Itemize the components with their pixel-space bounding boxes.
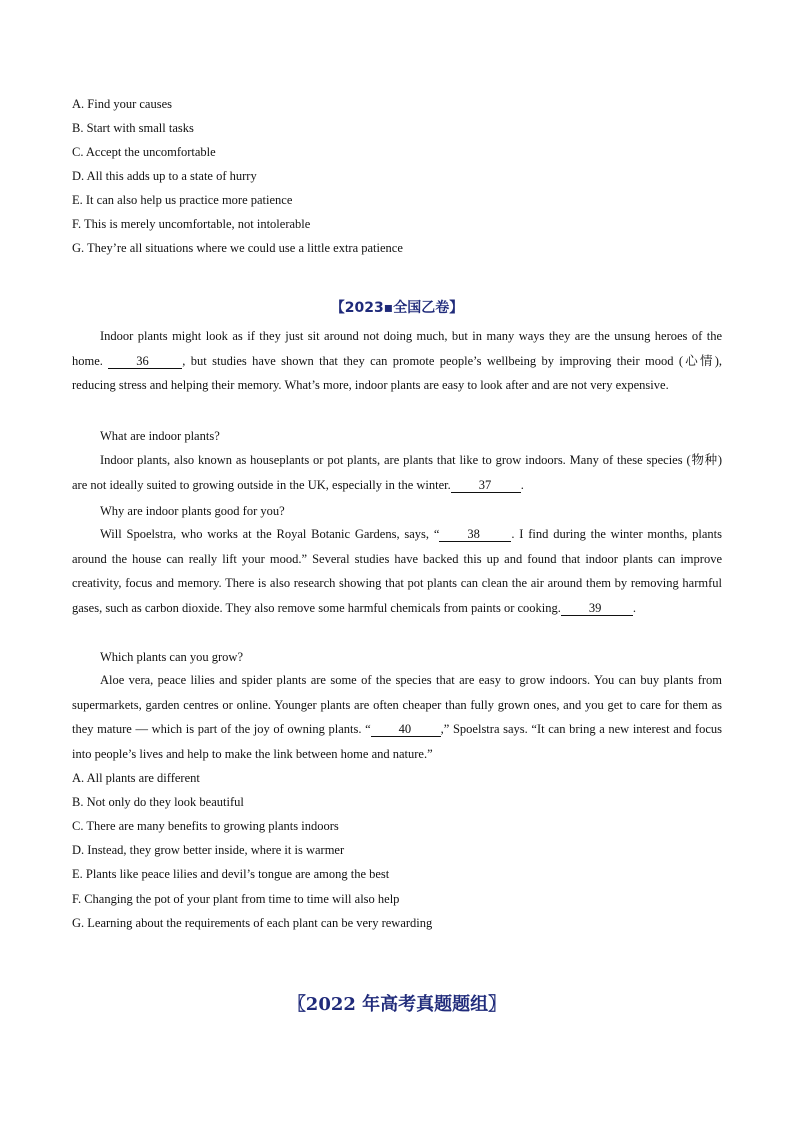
top-option-a: A. Find your causes [72, 97, 172, 111]
top-option-c: C. Accept the uncomfortable [72, 145, 216, 159]
option-g: G. Learning about the requirements of each plant can be very rewarding [72, 916, 433, 930]
top-option-d: D. All this adds up to a state of hurry [72, 169, 257, 183]
option-a: A. All plants are different [72, 771, 200, 785]
paragraph-4 [72, 668, 722, 766]
paragraph-3-text-b: . I find during the winter months, plants around the house can really lift your mood.” Several studies have backed this up and found that indoor plants can improve creativity, focus and memory. There is also research showing that pot plants can clean the air around them by removing harmful gases, such as carbon dioxide. They also remove some harmful chemicals from paints or cooking. [72, 527, 722, 615]
top-option-b: B. Start with small tasks [72, 121, 194, 135]
paragraph-1 [72, 324, 722, 398]
section-title: 【2023▪全国乙卷】 [330, 300, 464, 316]
paragraph-4-text-a: Aloe vera, peace lilies and spider plants are some of the species that are easy to grow indoors. You can buy plants from supermarkets, garden centres or online. Younger plants are often cheaper than fully grown ones, and you get to care for them as they mature — which is part of the joy of owning plants. “ [72, 673, 722, 737]
option-d: D. Instead, they grow better inside, where it is warmer [72, 843, 345, 857]
paragraph-2-text-a: Indoor plants, also known as houseplants or pot plants, are plants that like to grow indoors. Many of these species (物种) are not ideally suited to growing outside in the UK, especially in the winter. [72, 453, 722, 492]
paragraph-2 [72, 448, 722, 497]
subheading-why: Why are indoor plants good for you? [100, 504, 285, 518]
subheading-what: What are indoor plants? [100, 429, 220, 443]
option-c: C. There are many benefits to growing plants indoors [72, 819, 339, 833]
paragraph-3 [72, 522, 722, 620]
top-option-e: E. It can also help us practice more patience [72, 193, 293, 207]
paragraph-1-text-a: Indoor plants might look as if they just sit around not doing much, but in many ways they are the unsung heroes of the home. [72, 329, 722, 368]
blank-36: 36 [108, 354, 182, 369]
paragraph-1-text-b: , but studies have shown that they can promote people’s wellbeing by improving their mood (心情), reducing stress and helping their memory. What’s more, indoor plants are easy to look after and are not very expensive. [72, 353, 723, 393]
blank-39: 39 [561, 601, 633, 616]
top-option-g: G. They’re all situations where we could use a little extra patience [72, 241, 403, 255]
blank-37: 37 [451, 478, 521, 493]
option-f: F. Changing the pot of your plant from time to time will also help [72, 892, 400, 906]
blank-40: 40 [371, 722, 441, 737]
paragraph-2-text-b: . [520, 477, 524, 492]
paragraph-3-text-c: . [632, 600, 636, 615]
paragraph-4-text-b: ,” Spoelstra says. “It can bring a new interest and focus into people’s lives and help to make the link between home and nature.” [72, 722, 722, 761]
paragraph-3-text-a: Will Spoelstra, who works at the Royal Botanic Gardens, says, “ [100, 527, 440, 541]
subheading-which: Which plants can you grow? [100, 650, 244, 664]
option-b: B. Not only do they look beautiful [72, 795, 244, 809]
option-e: E. Plants like peace lilies and devil’s tongue are among the best [72, 867, 390, 881]
blank-38: 38 [439, 527, 511, 542]
next-section-title: 〖2022 年高考真题题组〗 [287, 994, 507, 1015]
top-option-f: F. This is merely uncomfortable, not intolerable [72, 217, 311, 231]
